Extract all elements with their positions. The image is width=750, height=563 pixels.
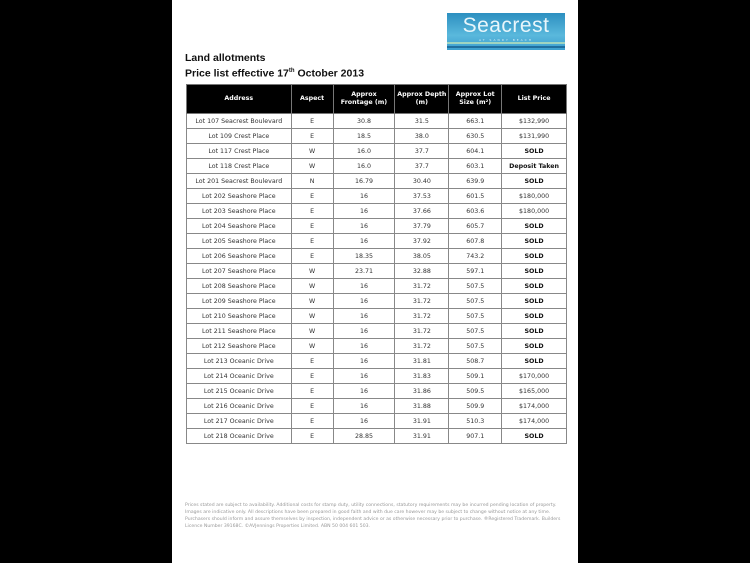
aspect-cell: W: [291, 309, 333, 324]
frontage-cell: 16: [333, 204, 395, 219]
column-header: Aspect: [291, 85, 333, 114]
depth-cell: 31.86: [395, 384, 449, 399]
frontage-cell: 16.0: [333, 159, 395, 174]
title-line-1: Land allotments: [185, 52, 266, 64]
lot-size-cell: 509.1: [449, 369, 502, 384]
logo-stripe: [447, 46, 565, 48]
disclaimer: Prices stated are subject to availability. Additional costs for stamp duty, utility connections, statutory requirements may be incurred pending location of property. Images are indicative only. All descriptions have been prepared in good faith and with due care however may be subject to change without notice at any time. Purchasers should inform and assure themselves by inspection, independent advice or as otherwise necessary prior to purchase. ®Registered Trademark. Builders Licence Number 39168C. ©AVJennings Properties Limited. ABN 50 004 601 503.: [185, 503, 561, 529]
aspect-cell: E: [291, 189, 333, 204]
depth-cell: 31.72: [395, 324, 449, 339]
aspect-cell: E: [291, 354, 333, 369]
address-cell: Lot 201 Seacrest Boulevard: [187, 174, 292, 189]
list-price-cell: $180,000: [502, 204, 567, 219]
address-cell: Lot 107 Seacrest Boulevard: [187, 114, 292, 129]
lot-size-cell: 597.1: [449, 264, 502, 279]
lot-size-cell: 604.1: [449, 144, 502, 159]
lot-size-cell: 509.5: [449, 384, 502, 399]
depth-cell: 32.88: [395, 264, 449, 279]
list-price-cell: SOLD: [502, 309, 567, 324]
title-text: Price list effective 17: [185, 67, 289, 80]
address-cell: Lot 117 Crest Place: [187, 144, 292, 159]
address-cell: Lot 207 Seashore Place: [187, 264, 292, 279]
table-row: [187, 204, 567, 219]
aspect-cell: E: [291, 249, 333, 264]
list-price-cell: SOLD: [502, 219, 567, 234]
list-price-cell: SOLD: [502, 279, 567, 294]
depth-cell: 37.66: [395, 204, 449, 219]
address-cell: Lot 203 Seashore Place: [187, 204, 292, 219]
depth-cell: 31.72: [395, 309, 449, 324]
list-price-cell: $170,000: [502, 369, 567, 384]
address-cell: Lot 202 Seashore Place: [187, 189, 292, 204]
address-cell: Lot 214 Oceanic Drive: [187, 369, 292, 384]
aspect-cell: N: [291, 174, 333, 189]
frontage-cell: 23.71: [333, 264, 395, 279]
table-row: [187, 144, 567, 159]
frontage-cell: 16: [333, 324, 395, 339]
lot-size-cell: 639.9: [449, 174, 502, 189]
lot-size-cell: 663.1: [449, 114, 502, 129]
table-row: [187, 279, 567, 294]
address-cell: Lot 217 Oceanic Drive: [187, 414, 292, 429]
aspect-cell: E: [291, 204, 333, 219]
address-cell: Lot 216 Oceanic Drive: [187, 399, 292, 414]
aspect-cell: E: [291, 219, 333, 234]
column-header: Approx Depth (m): [395, 85, 449, 114]
depth-cell: 37.92: [395, 234, 449, 249]
depth-cell: 31.72: [395, 279, 449, 294]
depth-cell: 31.81: [395, 354, 449, 369]
frontage-cell: 30.8: [333, 114, 395, 129]
aspect-cell: W: [291, 159, 333, 174]
list-price-cell: Deposit Taken: [502, 159, 567, 174]
depth-cell: 31.83: [395, 369, 449, 384]
address-cell: Lot 118 Crest Place: [187, 159, 292, 174]
table-row: [187, 159, 567, 174]
aspect-cell: E: [291, 369, 333, 384]
lot-size-cell: 507.5: [449, 309, 502, 324]
frontage-cell: 16: [333, 309, 395, 324]
list-price-cell: SOLD: [502, 144, 567, 159]
list-price-cell: SOLD: [502, 324, 567, 339]
address-cell: Lot 210 Seashore Place: [187, 309, 292, 324]
price-list-page: [172, 0, 578, 563]
address-cell: Lot 209 Seashore Place: [187, 294, 292, 309]
aspect-cell: E: [291, 429, 333, 444]
lot-size-cell: 607.8: [449, 234, 502, 249]
lot-size-cell: 507.5: [449, 324, 502, 339]
page-title: [185, 52, 364, 81]
price-table: [186, 84, 567, 444]
frontage-cell: 16: [333, 354, 395, 369]
table-row: [187, 189, 567, 204]
aspect-cell: W: [291, 144, 333, 159]
address-cell: Lot 208 Seashore Place: [187, 279, 292, 294]
logo-tagline: AT SANDY BEACH: [478, 38, 534, 42]
frontage-cell: 16: [333, 339, 395, 354]
frontage-cell: 16: [333, 384, 395, 399]
aspect-cell: E: [291, 114, 333, 129]
table-row: [187, 114, 567, 129]
frontage-cell: 18.35: [333, 249, 395, 264]
title-text: October 2013: [294, 67, 365, 80]
table-row: [187, 369, 567, 384]
list-price-cell: SOLD: [502, 294, 567, 309]
table-row: [187, 399, 567, 414]
column-header: Approx Frontage (m): [333, 85, 395, 114]
aspect-cell: E: [291, 414, 333, 429]
aspect-cell: W: [291, 294, 333, 309]
list-price-cell: SOLD: [502, 429, 567, 444]
list-price-cell: SOLD: [502, 354, 567, 369]
aspect-cell: W: [291, 279, 333, 294]
depth-cell: 37.53: [395, 189, 449, 204]
table-row: [187, 234, 567, 249]
address-cell: Lot 205 Seashore Place: [187, 234, 292, 249]
frontage-cell: 16.0: [333, 144, 395, 159]
depth-cell: 38.05: [395, 249, 449, 264]
list-price-cell: SOLD: [502, 174, 567, 189]
lot-size-cell: 601.5: [449, 189, 502, 204]
table-row: [187, 264, 567, 279]
frontage-cell: 16: [333, 189, 395, 204]
table-row: [187, 294, 567, 309]
lot-size-cell: 605.7: [449, 219, 502, 234]
aspect-cell: E: [291, 399, 333, 414]
frontage-cell: 16: [333, 279, 395, 294]
list-price-cell: SOLD: [502, 234, 567, 249]
table-row: [187, 384, 567, 399]
frontage-cell: 16: [333, 219, 395, 234]
aspect-cell: E: [291, 129, 333, 144]
frontage-cell: 16: [333, 234, 395, 249]
aspect-cell: E: [291, 234, 333, 249]
lot-size-cell: 603.6: [449, 204, 502, 219]
aspect-cell: W: [291, 324, 333, 339]
frontage-cell: 28.85: [333, 429, 395, 444]
depth-cell: 37.7: [395, 159, 449, 174]
table-row: [187, 309, 567, 324]
lot-size-cell: 507.5: [449, 279, 502, 294]
lot-size-cell: 743.2: [449, 249, 502, 264]
list-price-cell: SOLD: [502, 339, 567, 354]
depth-cell: 31.91: [395, 414, 449, 429]
lot-size-cell: 507.5: [449, 294, 502, 309]
depth-cell: 30.40: [395, 174, 449, 189]
table-row: [187, 324, 567, 339]
depth-cell: 31.88: [395, 399, 449, 414]
depth-cell: 31.72: [395, 294, 449, 309]
table-row: [187, 429, 567, 444]
table-row: [187, 354, 567, 369]
frontage-cell: 16: [333, 294, 395, 309]
table-row: [187, 414, 567, 429]
frontage-cell: 16: [333, 369, 395, 384]
lot-size-cell: 507.5: [449, 339, 502, 354]
address-cell: Lot 213 Oceanic Drive: [187, 354, 292, 369]
address-cell: Lot 218 Oceanic Drive: [187, 429, 292, 444]
address-cell: Lot 212 Seashore Place: [187, 339, 292, 354]
frontage-cell: 16: [333, 399, 395, 414]
lot-size-cell: 510.3: [449, 414, 502, 429]
list-price-cell: SOLD: [502, 249, 567, 264]
table-row: [187, 129, 567, 144]
address-cell: Lot 109 Crest Place: [187, 129, 292, 144]
depth-cell: 38.0: [395, 129, 449, 144]
list-price-cell: $131,990: [502, 129, 567, 144]
lot-size-cell: 907.1: [449, 429, 502, 444]
lot-size-cell: 508.7: [449, 354, 502, 369]
address-cell: Lot 215 Oceanic Drive: [187, 384, 292, 399]
depth-cell: 31.72: [395, 339, 449, 354]
seacrest-logo: [447, 13, 565, 50]
logo-name: Seacrest: [462, 14, 550, 37]
title-line-2: [185, 65, 364, 81]
aspect-cell: E: [291, 384, 333, 399]
address-cell: Lot 204 Seashore Place: [187, 219, 292, 234]
depth-cell: 31.5: [395, 114, 449, 129]
depth-cell: 31.91: [395, 429, 449, 444]
list-price-cell: SOLD: [502, 264, 567, 279]
list-price-cell: $180,000: [502, 189, 567, 204]
lot-size-cell: 603.1: [449, 159, 502, 174]
frontage-cell: 16: [333, 414, 395, 429]
table-row: [187, 174, 567, 189]
table-row: [187, 219, 567, 234]
frontage-cell: 16.79: [333, 174, 395, 189]
lot-size-cell: 630.5: [449, 129, 502, 144]
depth-cell: 37.7: [395, 144, 449, 159]
table-row: [187, 339, 567, 354]
lot-size-cell: 509.9: [449, 399, 502, 414]
column-header: List Price: [502, 85, 567, 114]
depth-cell: 37.79: [395, 219, 449, 234]
list-price-cell: $132,990: [502, 114, 567, 129]
list-price-cell: $174,000: [502, 414, 567, 429]
address-cell: Lot 211 Seashore Place: [187, 324, 292, 339]
column-header: Address: [187, 85, 292, 114]
address-cell: Lot 206 Seashore Place: [187, 249, 292, 264]
logo-stripe: [447, 42, 565, 44]
column-header: Approx Lot Size (m²): [449, 85, 502, 114]
list-price-cell: $165,000: [502, 384, 567, 399]
list-price-cell: $174,000: [502, 399, 567, 414]
table-row: [187, 249, 567, 264]
frontage-cell: 18.5: [333, 129, 395, 144]
aspect-cell: W: [291, 339, 333, 354]
aspect-cell: W: [291, 264, 333, 279]
title-sup: th: [288, 68, 295, 74]
